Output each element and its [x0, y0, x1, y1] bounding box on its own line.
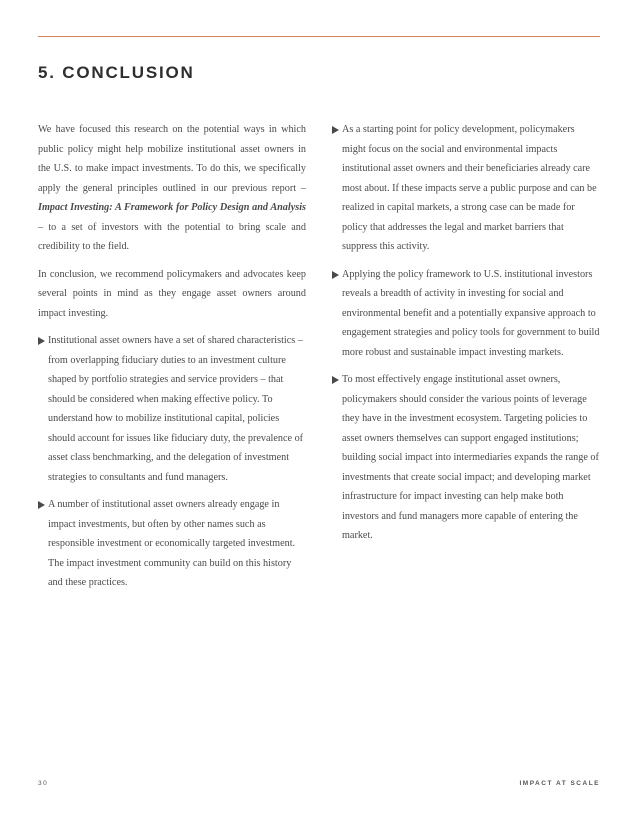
triangle-bullet-icon — [38, 337, 45, 345]
conclusion-paragraph: In conclusion, we recommend policymakers and advocates keep several points in mind as they engage asset owners around impact investing. — [38, 268, 306, 319]
page-number: 30 — [38, 780, 49, 787]
bullet-text: As a starting point for policy development, policymakers might focus on the social and environmental impacts institutional asset owners and their beneficiaries already care most about. If these impacts serve a public purpose and can be realized in capital markets, a strong case can be made for policy that addresses the legal and market barriers that suppress this activity. — [342, 124, 597, 252]
bullet-text: Institutional asset owners have a set of shared characteristics – from overlapping fiduciary duties to an investment culture shaped by portfolio strategies and service providers – that should be considered when making effective policy. To understand how to mobilize institutional capital, policies should account for issues like fiduciary duty, the prevalence of asset class benchmarking, and the delegation of investment strategies to consultants and fund managers. — [48, 335, 304, 483]
bullet-text: To most effectively engage institutional asset owners, policymakers should consider the various points of leverage they have in the investment ecosystem. Targeting policies to asset owners themselves can support engaged institutions; building social impact into intermediaries expands the range of investments that create social impact; and developing market infrastructure for impact investing can help make both investors and fund managers more capable of entering the market. — [342, 374, 599, 541]
bullet-item — [332, 265, 600, 363]
report-title: Impact Investing: A Framework for Policy Design and Analysis — [38, 202, 306, 213]
bullet-item — [332, 370, 600, 546]
triangle-bullet-icon — [332, 271, 339, 279]
left-column — [38, 120, 306, 601]
intro-text-end: – to a set of investors with the potential to bring scale and credibility to the field. — [38, 221, 306, 252]
right-column — [332, 120, 600, 554]
intro-text-start: We have focused this research on the potential ways in which public policy might help mobilize institutional asset owners in the U.S. to make impact investments. To do this, we specifically apply the general principles outlined in our previous report – — [38, 124, 306, 194]
bullet-item — [38, 495, 306, 593]
publication-title: IMPACT AT SCALE — [519, 780, 600, 787]
triangle-bullet-icon — [332, 126, 339, 134]
triangle-bullet-icon — [332, 376, 339, 384]
section-heading: 5. CONCLUSION — [38, 63, 195, 82]
bullet-text: A number of institutional asset owners already engage in impact investments, but often by other names such as responsible investment or economically targeted investment. The impact investment community can build on this history and these practices. — [48, 499, 296, 588]
top-rule — [38, 36, 600, 37]
intro-paragraph — [38, 120, 306, 257]
triangle-bullet-icon — [38, 501, 45, 509]
bullet-text: Applying the policy framework to U.S. institutional investors reveals a breadth of activity in investing for social and environmental benefit and a potentially expansive approach to engagement strategies and policy tools for government to build more robust and sustainable impact investing markets. — [342, 268, 600, 358]
bullet-item — [332, 120, 600, 257]
bullet-item — [38, 331, 306, 487]
